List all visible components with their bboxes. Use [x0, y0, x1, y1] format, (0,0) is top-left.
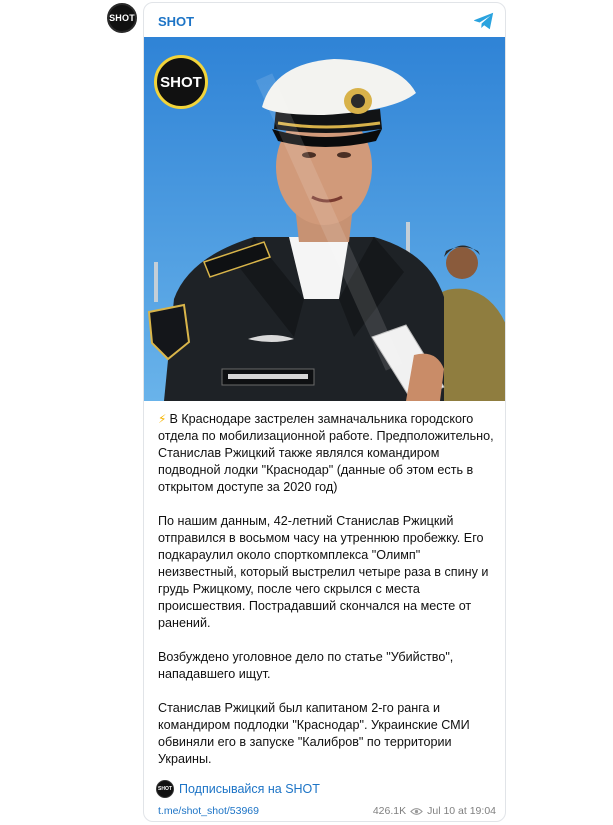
post-link[interactable]: t.me/shot_shot/53969: [158, 805, 259, 817]
post-paragraph-4: Станислав Ржицкий был капитаном 2-го ранга и командиром подлодки "Краснодар". Украинские СМИ обвиняли его в запуске "Калибров" по территории Украины.: [158, 701, 470, 766]
channel-name-link[interactable]: SHOT: [158, 14, 195, 29]
post-paragraph-3: Возбуждено уголовное дело по статье "Убийство", нападавшего ищут.: [158, 650, 454, 681]
subscribe-link[interactable]: Подписывайся на SHOT: [179, 782, 320, 796]
eye-icon: [410, 807, 423, 816]
post-paragraph-1: [158, 411, 496, 496]
lightning-icon: ⚡: [158, 412, 167, 426]
post-paragraph-2: По нашим данным, 42-летний Станислав Ржицкий отправился в восьмом часу на утреннюю пробежку. Его подкараулил около спорткомплекса "Олимп" неизвестный, который выстрелил четыре раза в спину и грудь Ржицкому, после чего скрылся с места происшествия. Пострадавший скончался на месте от ранений.: [158, 514, 489, 630]
subscribe-avatar: [156, 780, 174, 798]
post-text: [158, 411, 496, 785]
post-card: [143, 2, 506, 822]
view-count: 426.1K: [372, 805, 407, 817]
photo-logo-badge: [154, 55, 208, 109]
post-footer: [158, 805, 496, 817]
post-header: [144, 3, 506, 37]
channel-avatar[interactable]: [107, 3, 137, 33]
post-paragraph-1-text: В Краснодаре застрелен замначальника городского отдела по мобилизационной работе. Предположительно, Станислав Ржицкий также являлся командиром подводной лодки "Краснодар" (данные об этом есть в открытом доступе за 2020 год): [158, 412, 494, 494]
telegram-icon[interactable]: [473, 11, 495, 31]
post-meta: [373, 805, 496, 817]
post-date[interactable]: Jul 10 at 19:04: [427, 805, 496, 817]
photo-logo-text: SHOT: [160, 73, 202, 91]
post-photo[interactable]: [144, 37, 506, 401]
subscribe-avatar-text: SHOT: [158, 786, 172, 792]
subscribe-row[interactable]: [156, 780, 320, 798]
channel-avatar-text: SHOT: [109, 13, 135, 23]
